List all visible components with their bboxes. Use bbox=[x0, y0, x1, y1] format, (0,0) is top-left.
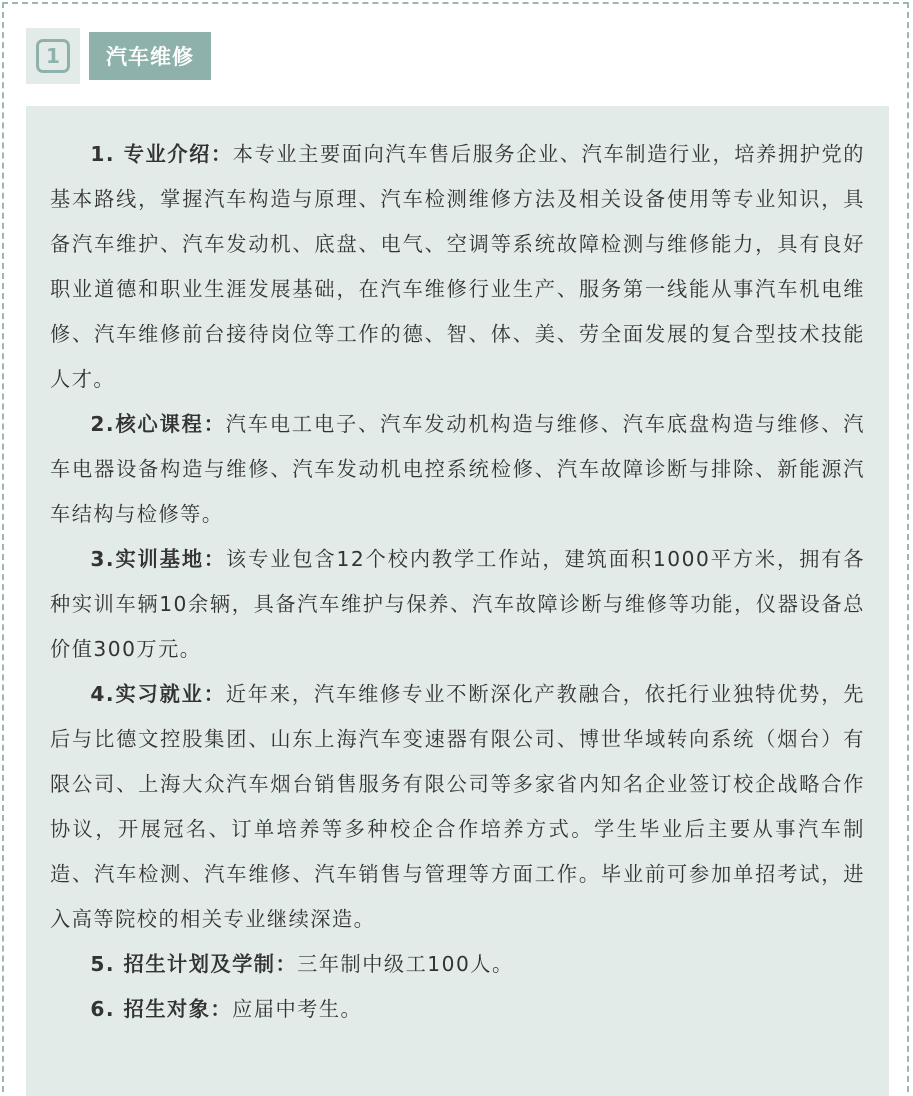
paragraph-label: 5. 招生计划及学制： bbox=[90, 952, 298, 976]
paragraph-internship-employment bbox=[50, 672, 865, 942]
paragraph-text: 三年制中级工100人。 bbox=[297, 952, 514, 976]
content-panel bbox=[26, 106, 889, 1096]
section-title: 汽车维修 bbox=[89, 32, 211, 80]
paragraph-text: 应届中考生。 bbox=[232, 997, 363, 1021]
paragraph-enrollment-plan bbox=[50, 942, 865, 987]
paragraph-label: 2.核心课程： bbox=[90, 412, 226, 436]
paragraph-label: 4.实习就业： bbox=[90, 682, 226, 706]
paragraph-major-intro bbox=[50, 132, 865, 402]
paragraph-text: 该专业包含12个校内教学工作站，建筑面积1000平方米，拥有各种实训车辆10余辆，具备汽车维护与保养、汽车故障诊断与维修等功能，仪器设备总价值300万元。 bbox=[50, 547, 866, 661]
section-header bbox=[26, 28, 211, 84]
paragraph-enrollment-target bbox=[50, 987, 865, 1032]
paragraph-text: 汽车电工电子、汽车发动机构造与维修、汽车底盘构造与维修、汽车电器设备构造与维修、汽车发动机电控系统检修、汽车故障诊断与排除、新能源汽车结构与检修等。 bbox=[50, 412, 865, 526]
paragraph-label: 1. 专业介绍： bbox=[90, 142, 233, 166]
paragraph-label: 3.实训基地： bbox=[90, 547, 227, 571]
paragraph-text: 本专业主要面向汽车售后服务企业、汽车制造行业，培养拥护党的基本路线，掌握汽车构造与原理、汽车检测维修方法及相关设备使用等专业知识，具备汽车维护、汽车发动机、底盘、电气、空调等系统故障检测与维修能力，具有良好职业道德和职业生涯发展基础，在汽车维修行业生产、服务第一线能从事汽车机电维修、汽车维修前台接待岗位等工作的德、智、体、美、劳全面发展的复合型技术技能人才。 bbox=[50, 142, 865, 391]
paragraph-training-base bbox=[50, 537, 865, 672]
paragraph-core-courses bbox=[50, 402, 865, 537]
paragraph-label: 6. 招生对象： bbox=[90, 997, 233, 1021]
paragraph-text: 近年来，汽车维修专业不断深化产教融合，依托行业独特优势，先后与比德文控股集团、山东上海汽车变速器有限公司、博世华域转向系统（烟台）有限公司、上海大众汽车烟台销售服务有限公司等多家省内知名企业签订校企战略合作协议，开展冠名、订单培养等多种校企合作培养方式。学生毕业后主要从事汽车制造、汽车检测、汽车维修、汽车销售与管理等方面工作。毕业前可参加单招考试，进入高等院校的相关专业继续深造。 bbox=[50, 682, 865, 931]
section-number: 1 bbox=[36, 39, 70, 73]
section-number-box bbox=[26, 28, 80, 84]
